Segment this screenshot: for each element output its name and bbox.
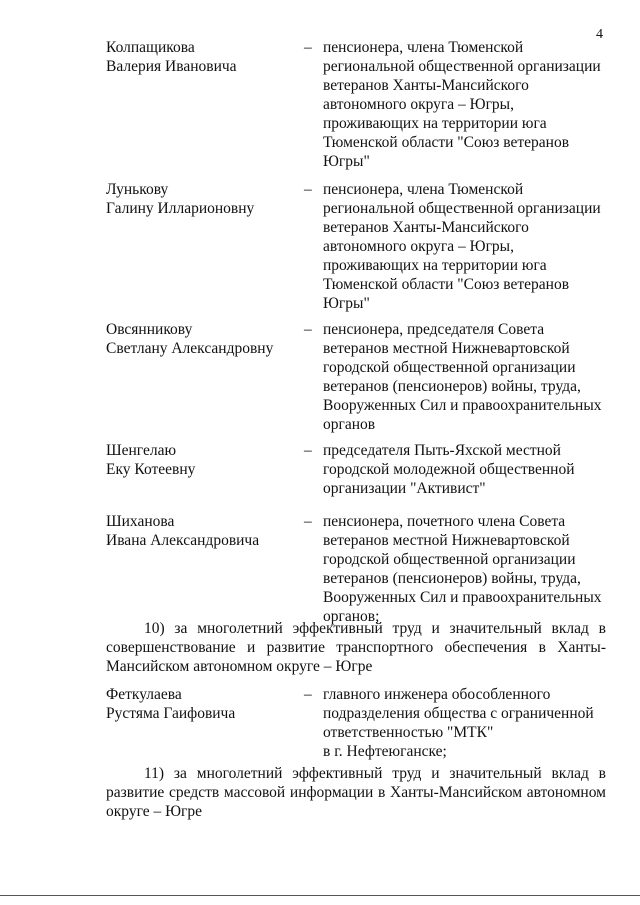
dash: – [304,321,312,338]
dash: – [304,442,312,459]
person-description [323,320,613,434]
given-name: Еку Котеевну [106,461,196,478]
desc-line: ветеранов Ханты-Мансийского [323,219,529,236]
person-name [106,512,296,550]
desc-line: городской общественной организации [323,359,576,376]
person-name [106,685,296,723]
desc-line: проживающих на территории юга [323,257,547,274]
person-description [323,38,613,171]
person-name [106,180,296,218]
desc-line: Югры" [323,295,370,312]
given-name: Галину Илларионовну [106,200,255,217]
dash: – [304,513,312,530]
person-description [323,685,613,761]
given-name: Ивана Александровича [106,532,260,549]
person-description [323,180,613,313]
desc-line: пенсионера, почетного члена Совета [323,513,566,530]
desc-line: подразделения общества с ограниченной [323,705,594,722]
page-number: 4 [596,27,603,42]
surname: Колпащикова [106,39,195,56]
desc-line: проживающих на территории юга [323,115,547,132]
desc-line: ответственностью "МТК" [323,724,494,741]
desc-line: региональной общественной организации [323,58,601,75]
desc-line: региональной общественной организации [323,200,601,217]
desc-line: ветеранов (пенсионеров) войны, труда, [323,570,581,587]
desc-line: организации "Активист" [323,480,486,497]
desc-line: пенсионера, члена Тюменской [323,39,524,56]
surname: Лунькову [106,181,169,198]
given-name: Валерия Ивановича [106,58,237,75]
desc-line: Вооруженных Сил и правоохранительных [323,397,602,414]
person-description [323,441,613,498]
dash: – [304,686,312,703]
desc-line: председателя Пыть-Яхской местной [323,442,561,459]
desc-line: ветеранов местной Нижневартовской [323,532,570,549]
dash: – [304,181,312,198]
surname: Овсянникову [106,321,193,338]
desc-line: в г. Нефтеюганске; [323,743,447,760]
desc-line: Тюменской области "Союз ветеранов [323,276,570,293]
desc-line: автономного округа – Югры, [323,238,514,255]
person-name [106,38,296,76]
given-name: Рустяма Гаифовича [106,705,236,722]
person-description [323,512,613,626]
desc-line: Тюменской области "Союз ветеранов [323,134,570,151]
dash: – [304,39,312,56]
surname: Феткулаева [106,686,182,703]
footer-rule [0,895,640,896]
desc-line: городской молодежной общественной [323,461,575,478]
desc-line: органов; [323,608,380,625]
desc-line: Югры" [323,153,370,170]
desc-line: городской общественной организации [323,551,576,568]
desc-line: ветеранов (пенсионеров) войны, труда, [323,378,581,395]
desc-line: пенсионера, председателя Совета [323,321,545,338]
desc-line: органов [323,416,376,433]
desc-line: ветеранов местной Нижневартовской [323,340,570,357]
desc-line: ветеранов Ханты-Мансийского [323,77,529,94]
section-paragraph: 10) за многолетний эффективный труд и значительный вклад в совершенствование и развитие транспортного обеспечения в Ханты-Мансийском автономном округе – Югре [106,620,606,675]
desc-line: Вооруженных Сил и правоохранительных [323,589,602,606]
person-name [106,320,296,358]
surname: Шиханова [106,513,175,530]
desc-line: главного инженера обособленного [323,686,551,703]
desc-line: пенсионера, члена Тюменской [323,181,524,198]
surname: Шенгелаю [106,442,177,459]
given-name: Светлану Александровну [106,340,274,357]
desc-line: автономного округа – Югры, [323,96,514,113]
section-paragraph: 11) за многолетний эффективный труд и значительный вклад в развитие средств массовой информации в Ханты-Мансийском автономном округе – Югре [106,765,606,820]
person-name [106,441,296,479]
